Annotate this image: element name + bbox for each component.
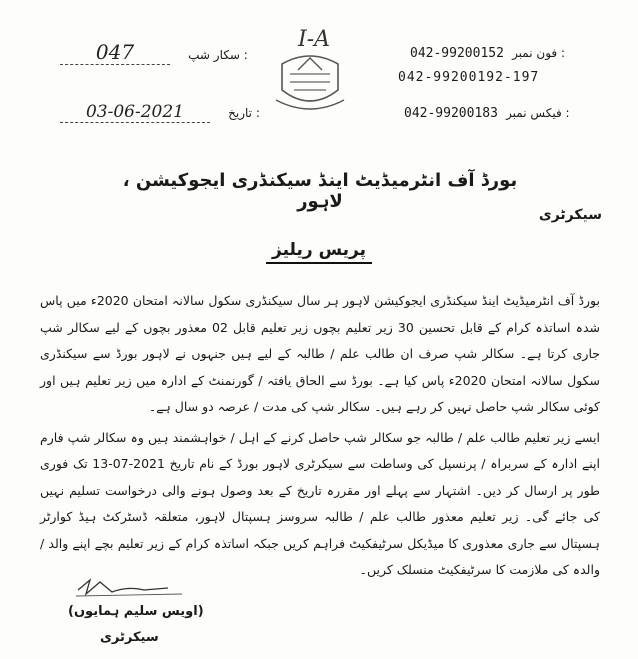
signatory-name: (اویس سلیم ہمایوں): [68, 604, 204, 619]
signatory-title: سیکرٹری: [100, 630, 159, 645]
serial-number-label: سکار شپ :: [188, 48, 248, 62]
serial-number-row: [60, 40, 248, 65]
fax-row: [404, 106, 624, 121]
office-label: سیکرٹری: [538, 207, 602, 223]
phone-label: فون نمبر :: [512, 46, 566, 60]
phone-row-2: [398, 70, 539, 85]
date-label: تاریخ :: [228, 106, 260, 120]
crest-handwritten-mark: I-A: [298, 27, 331, 52]
date-row: [60, 102, 260, 123]
press-release-title: [0, 240, 638, 260]
fax-number: 042-99200183: [404, 106, 498, 121]
fax-label: فیکس نمبر :: [506, 106, 570, 120]
phone-row: [410, 46, 620, 61]
phone-number-1: 042-99200152: [410, 46, 504, 61]
board-crest-logo: [268, 20, 352, 116]
handwritten-signature: [72, 572, 192, 602]
paragraph-2: ایسے زیر تعلیم طالب علم / طالبہ جو سکالر شپ حاصل کرنے کے اہل / خواہشمند ہیں وہ سکالر شپ فارم اپنے ادارہ کے سربراہ / پرنسپل کی وساطت سے سیکرٹری لاہور بورڈ کے نام تاریخ 2021-07-13 تک فوری طور پر ارسال کر دیں۔ اشتہار سے پہلے اور مقررہ تاریخ کے بعد وصول ہونے والی درخواست تسلیم نہیں کی جائے گی۔ زیر تعلیم معذور طالب علم / طالبہ سروسز ہسپتال لاہور، متعلقہ ڈسٹرکٹ ہیڈ کوارٹر ہسپتال سے جاری معذوری کا میڈیکل سرٹیفکیٹ فراہم کریں جبکہ اساتذہ کرام کے زیر تعلیم بچے اپنے والد / والدہ کی ملازمت کا سرٹیفکیٹ منسلک کریں۔: [40, 429, 600, 577]
press-release-body: [40, 288, 600, 588]
date-value: 03-06-2021: [60, 102, 210, 123]
press-release-title-text: پریس ریلیز: [266, 240, 372, 264]
paragraph-1: بورڈ آف انٹرمیڈیٹ اینڈ سیکنڈری ایجوکیشن لاہور ہر سال سیکنڈری سکول سالانہ امتحان 2020ء میں پاس شدہ اساتذہ کرام کے قابل تحسین 30 زیر تعلیم بچوں زیر تعلیم قابل 02 معذور بچوں کے لیے سکالر شپ جاری کرتا ہے۔ سکالر شپ صرف ان طالب علم / طالبہ کے لیے ہیں جنہوں نے لاہور بورڈ سے سیکنڈری سکول سالانہ امتحان 2020ء پاس کیا ہے۔ بورڈ سے الحاق یافتہ / گورنمنٹ کے ادارہ میں زیر تعلیم ہیں اور کوئی سکالر شپ حاصل نہیں کر رہے ہیں۔ سکالر شپ کی مدت / عرصہ دو سال ہے۔: [40, 293, 600, 414]
phone-number-2: 042-99200192-197: [398, 70, 540, 85]
serial-number-value: 047: [60, 40, 170, 65]
board-name-heading: بورڈ آف انٹرمیڈیٹ اینڈ سیکنڈری ایجوکیشن ، لاہور: [122, 170, 518, 212]
